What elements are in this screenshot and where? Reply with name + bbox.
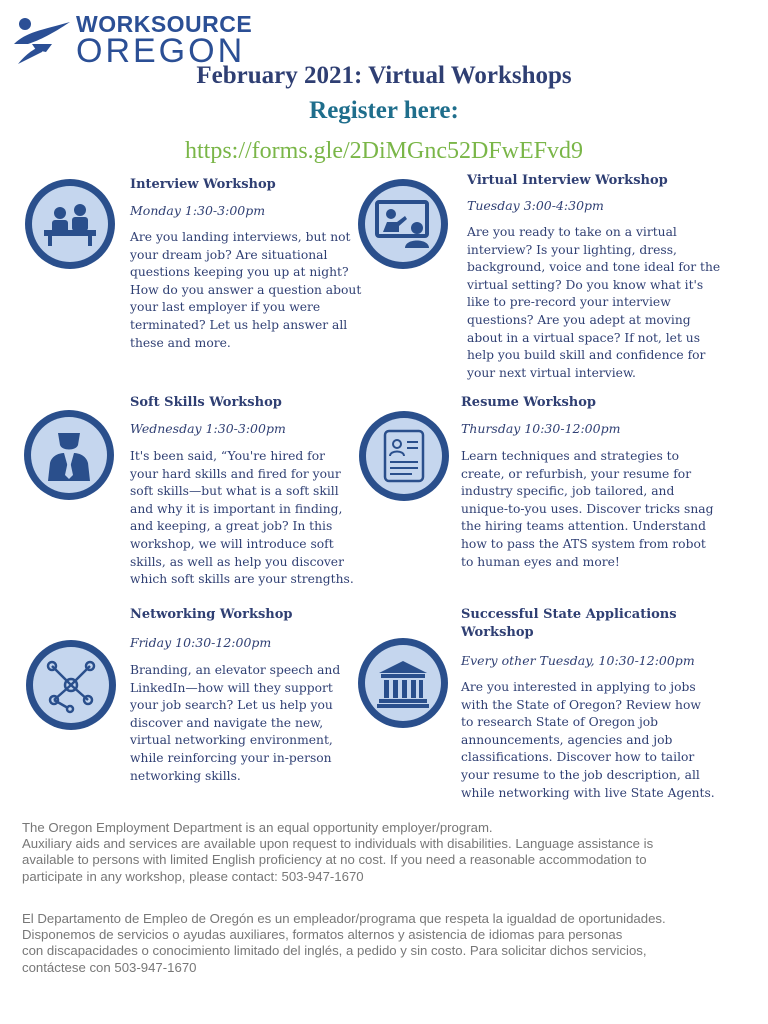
soft-skills-workshop-badge — [24, 410, 114, 500]
interview-workshop-description: Are you landing interviews, but not your dream job? Are situational questions keeping you up at night? How do you answer a question about your last employer if you were terminated? Let us help answer all these and more. — [130, 230, 362, 350]
interview-workshop-badge — [25, 179, 115, 269]
virtual-interview-workshop-time: Tuesday 3:00-4:30pm — [467, 198, 604, 213]
interview-workshop-time: Monday 1:30-3:00pm — [130, 203, 266, 218]
resume-document-icon — [382, 428, 426, 484]
equal-opportunity-notice-english: The Oregon Employment Department is an equal opportunity employer/program. Auxiliary aids and services are available upon request to individuals with disabilities. Language assistance is available to persons with limited English proficiency at no cost. If you need a reasonable accommodation to participate in any workshop, please contact: 503-947-1670 — [22, 820, 654, 884]
state-applications-workshop-description: Are you interested in applying to jobs with the State of Oregon? Review how to research State of Oregon job announcements, agencies and job classifications. Discover how to tailor your resume to the job description, all while networking with live State Agents. — [461, 680, 715, 800]
resume-workshop-time: Thursday 10:30-12:00pm — [461, 421, 621, 436]
virtual-interview-workshop-title: Virtual Interview Workshop — [467, 173, 668, 188]
networking-workshop-description: Branding, an elevator speech and LinkedIn—how will they support your job search? Let us help you discover and navigate the new, virtual networking environment, while reinforcing your in-person networking skills. — [130, 663, 341, 783]
virtual-interview-workshop-description: Are you ready to take on a virtual interview? Is your lighting, dress, background, voice and tone ideal for the virtual setting? Do you know what it's like to pre-record your interview questions? Are you adept at moving about in a virtual space? If not, let us help you build skill and confidence for your next virtual interview. — [467, 225, 721, 380]
state-applications-workshop-time: Every other Tuesday, 10:30-12:00pm — [461, 653, 695, 668]
networking-workshop-title: Networking Workshop — [130, 607, 293, 622]
state-applications-workshop-title: Successful State Applications Workshop — [461, 607, 677, 640]
networking-workshop-badge — [26, 640, 116, 730]
soft-skills-workshop-time: Wednesday 1:30-3:00pm — [130, 421, 286, 436]
page-title: February 2021: Virtual Workshops — [196, 62, 572, 89]
person-tie-icon — [44, 427, 94, 483]
soft-skills-workshop-title: Soft Skills Workshop — [130, 395, 282, 410]
networking-workshop-time: Friday 10:30-12:00pm — [130, 635, 272, 650]
resume-workshop-badge — [359, 411, 449, 501]
logo-wordmark-top: WORKSOURCE — [76, 11, 253, 37]
interview-workshop-title: Interview Workshop — [130, 177, 276, 192]
interview-desk-icon — [40, 199, 100, 249]
registration-link[interactable]: https://forms.gle/2DiMGnc52DFwEFvd9 — [184, 138, 583, 164]
resume-workshop-description: Learn techniques and strategies to create, or refurbish, your resume for industry specific, job tailored, and unique-to-you uses. Discover tricks snag the hiring teams attention. Understand how to pass the ATS system from robot to human eyes and more! — [461, 449, 714, 569]
government-building-icon — [375, 657, 431, 709]
logo-wordmark-bottom: OREGON — [76, 32, 246, 70]
network-nodes-icon — [42, 656, 100, 714]
resume-workshop-title: Resume Workshop — [461, 395, 596, 410]
video-presentation-icon — [373, 198, 433, 250]
soft-skills-workshop-description: It's been said, “You're hired for your hard skills and fired for your soft skills—but what is a soft skill and why it is important in finding, and keeping, a great job? In this workshop, we will introduce soft skills, as well as help you discover which soft skills are your strengths. — [130, 449, 354, 587]
virtual-interview-workshop-badge — [358, 179, 448, 269]
register-heading: Register here: — [309, 97, 459, 124]
state-applications-workshop-badge — [358, 638, 448, 728]
equal-opportunity-notice-spanish: El Departamento de Empleo de Oregón es un empleador/programa que respeta la igualdad de oportunidades. Disponemos de servicios o ayudas auxiliares, formatos alternos y asistencia de idiomas para personas con discapacidades o conocimiento limitado del inglés, a pedido y sin costo. Para solicitar dichos servicios, contáctese con 503-947-1670 — [22, 911, 666, 975]
worksource-logo-icon — [12, 14, 72, 68]
